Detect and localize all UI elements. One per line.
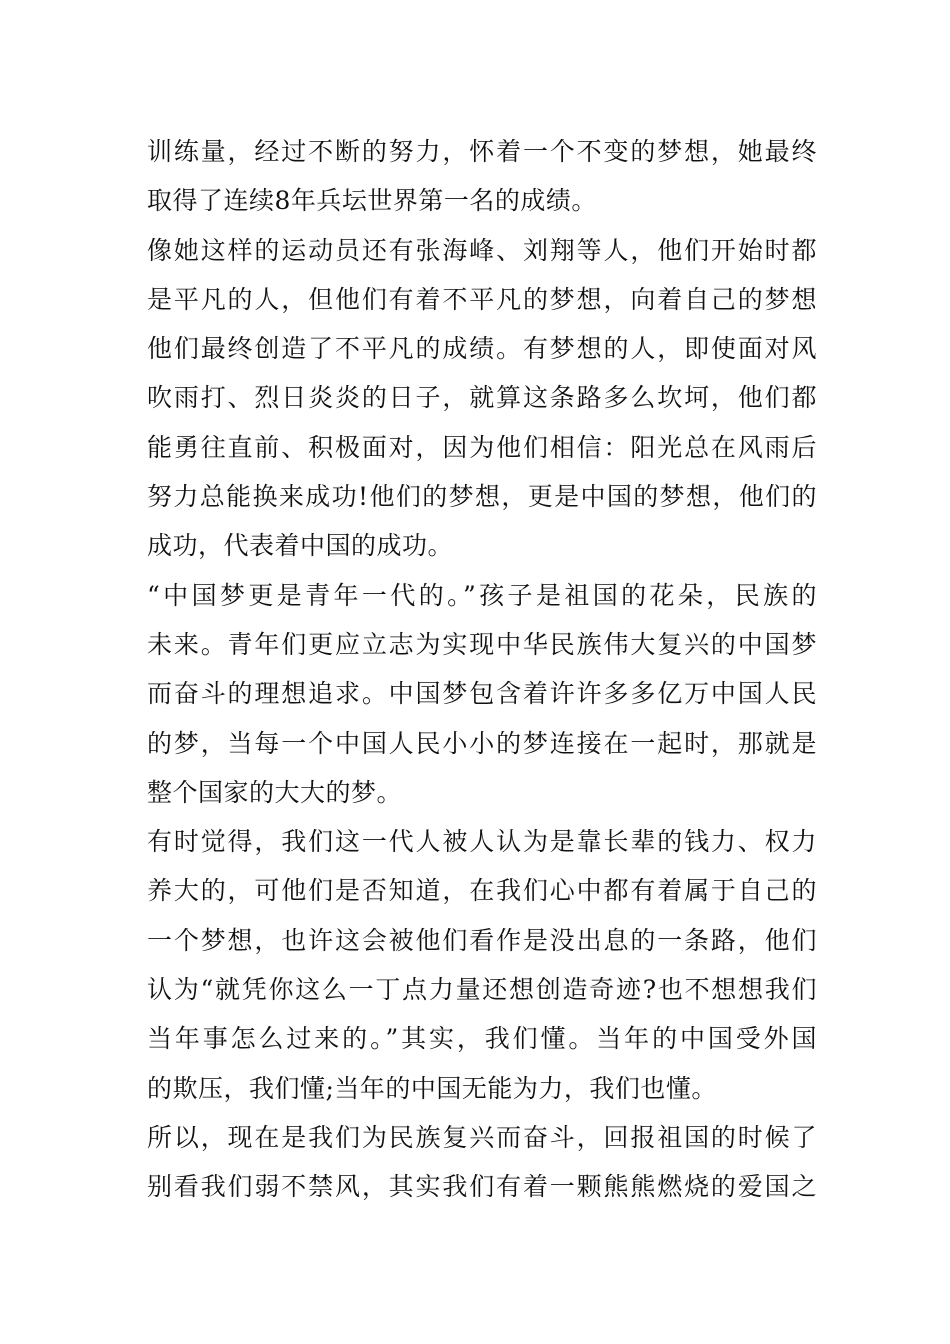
text-line: 的欺压，我们懂;当年的中国无能为力，我们也懂。	[147, 1073, 717, 1103]
text-line: 是平凡的人，但他们有着不平凡的梦想，向着自己的梦想	[147, 284, 817, 314]
text-line: 当年事怎么过来的。”其实，我们懂。当年的中国受外国	[147, 1024, 817, 1054]
text-line: 能勇往直前、积极面对，因为他们相信：阳光总在风雨后	[147, 432, 817, 462]
text-line: 的梦，当每一个中国人民小小的梦连接在一起时，那就是	[147, 728, 817, 758]
text-line: 未来。青年们更应立志为实现中华民族伟大复兴的中国梦	[147, 629, 817, 659]
text-line: 别看我们弱不禁风，其实我们有着一颗熊熊燃烧的爱国之	[147, 1172, 817, 1202]
text-line: 取得了连续8年兵坛世界第一名的成绩。	[147, 186, 597, 216]
text-line: 认为“就凭你这么一丁点力量还想创造奇迹?也不想想我们	[147, 975, 817, 1005]
text-line: “中国梦更是青年一代的。”孩子是祖国的花朵，民族的	[147, 580, 817, 610]
text-line: 训练量，经过不断的努力，怀着一个不变的梦想，她最终	[147, 137, 817, 166]
text-line: 成功，代表着中国的成功。	[147, 531, 454, 561]
text-line: 一个梦想，也许这会被他们看作是没出息的一条路，他们	[147, 925, 817, 955]
text-line: 养大的，可他们是否知道，在我们心中都有着属于自己的	[147, 876, 817, 906]
text-line: 整个国家的大大的梦。	[147, 777, 403, 807]
text-line: 而奋斗的理想追求。中国梦包含着许许多多亿万中国人民	[147, 679, 817, 709]
essay-text	[147, 127, 817, 1212]
text-line: 有时觉得，我们这一代人被人认为是靠长辈的钱力、权力	[147, 827, 817, 857]
text-line: 像她这样的运动员还有张海峰、刘翔等人，他们开始时都	[147, 235, 817, 265]
text-line: 吹雨打、烈日炎炎的日子，就算这条路多么坎坷，他们都	[147, 383, 817, 413]
text-line: 他们最终创造了不平凡的成绩。有梦想的人，即使面对风	[147, 334, 817, 364]
text-line: 努力总能换来成功!他们的梦想，更是中国的梦想，他们的	[147, 482, 817, 512]
text-line: 所以，现在是我们为民族复兴而奋斗，回报祖国的时候了	[147, 1122, 817, 1152]
